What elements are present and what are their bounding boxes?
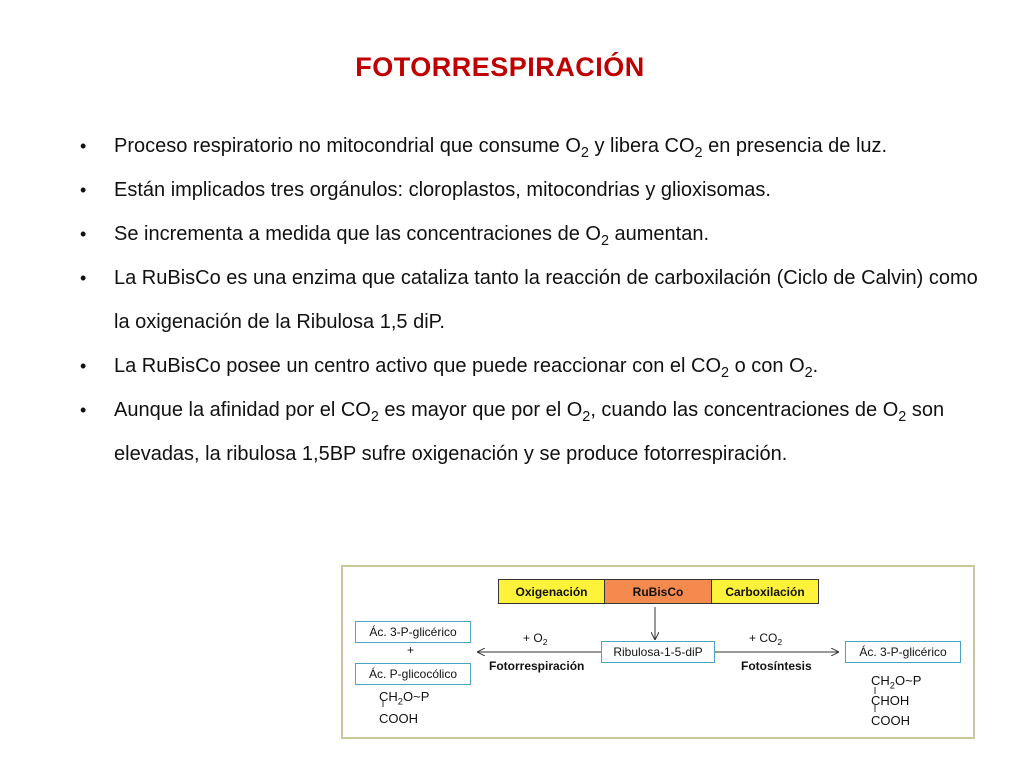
bullet-item: • La RuBisCo posee un centro activo que puede reaccionar con el $CO_2$ o con $O_2$. [80, 344, 980, 388]
rubisco-header: RuBisCo [604, 579, 712, 604]
oxygenation-header: Oxigenación [498, 579, 605, 604]
bullet-item: • Se incrementa a medida que las concentraciones de $O_2$ aumentan. [80, 212, 980, 256]
glycerate-formula: $CH_2O\sim P$ CHOH COOH [871, 673, 922, 728]
co2-reagent: + $CO_2$ [749, 631, 783, 648]
bullet-dot: • [80, 356, 87, 376]
bullet-list [80, 124, 980, 476]
p-glycolic-acid-box: Ác. P-glicocólico [355, 663, 471, 685]
bullet-dot: • [80, 400, 87, 420]
bullet-item: • Proceso respiratorio no mitocondrial que consume $O_2$ y libera $CO_2$ en presencia de luz. [80, 124, 980, 168]
bullet-dot: • [80, 136, 87, 156]
bullet-dot: • [80, 268, 87, 288]
bullet-item: • La RuBisCo es una enzima que cataliza tanto la reacción de carboxilación (Ciclo de Calvin) como la oxigenación de la Ribulosa 1,5 diP. [80, 256, 980, 344]
plus-sign: + [407, 643, 415, 657]
bullet-dot: • [80, 224, 87, 244]
photosynthesis-label: Fotosíntesis [741, 659, 812, 673]
page-title: FOTORRESPIRACIÓN [355, 52, 645, 82]
oxygen-reagent: + $O_2$ [523, 631, 548, 648]
photorespiration-label: Fotorrespiración [489, 659, 585, 673]
ribulose-box: Ribulosa-1-5-diP [601, 641, 715, 663]
bullet-dot: • [80, 180, 87, 200]
3-p-glyceric-acid-box-right: Ác. 3-P-glicérico [845, 641, 961, 663]
glycolate-formula: $CH_2O\sim P$ COOH [379, 689, 430, 726]
photorespiration-diagram [341, 565, 975, 739]
3-p-glyceric-acid-box: Ác. 3-P-glicérico [355, 621, 471, 643]
carboxylation-header: Carboxilación [711, 579, 819, 604]
bullet-item: • Están implicados tres orgánulos: cloroplastos, mitocondrias y glioxisomas. [80, 168, 980, 212]
bullet-item: • Aunque la afinidad por el $CO_2$ es mayor que por el $O_2$, cuando las concentraciones de $O_2$ son elevadas, la ribulosa 1,5BP sufre oxigenación y se produce fotorrespiración. [80, 388, 980, 476]
